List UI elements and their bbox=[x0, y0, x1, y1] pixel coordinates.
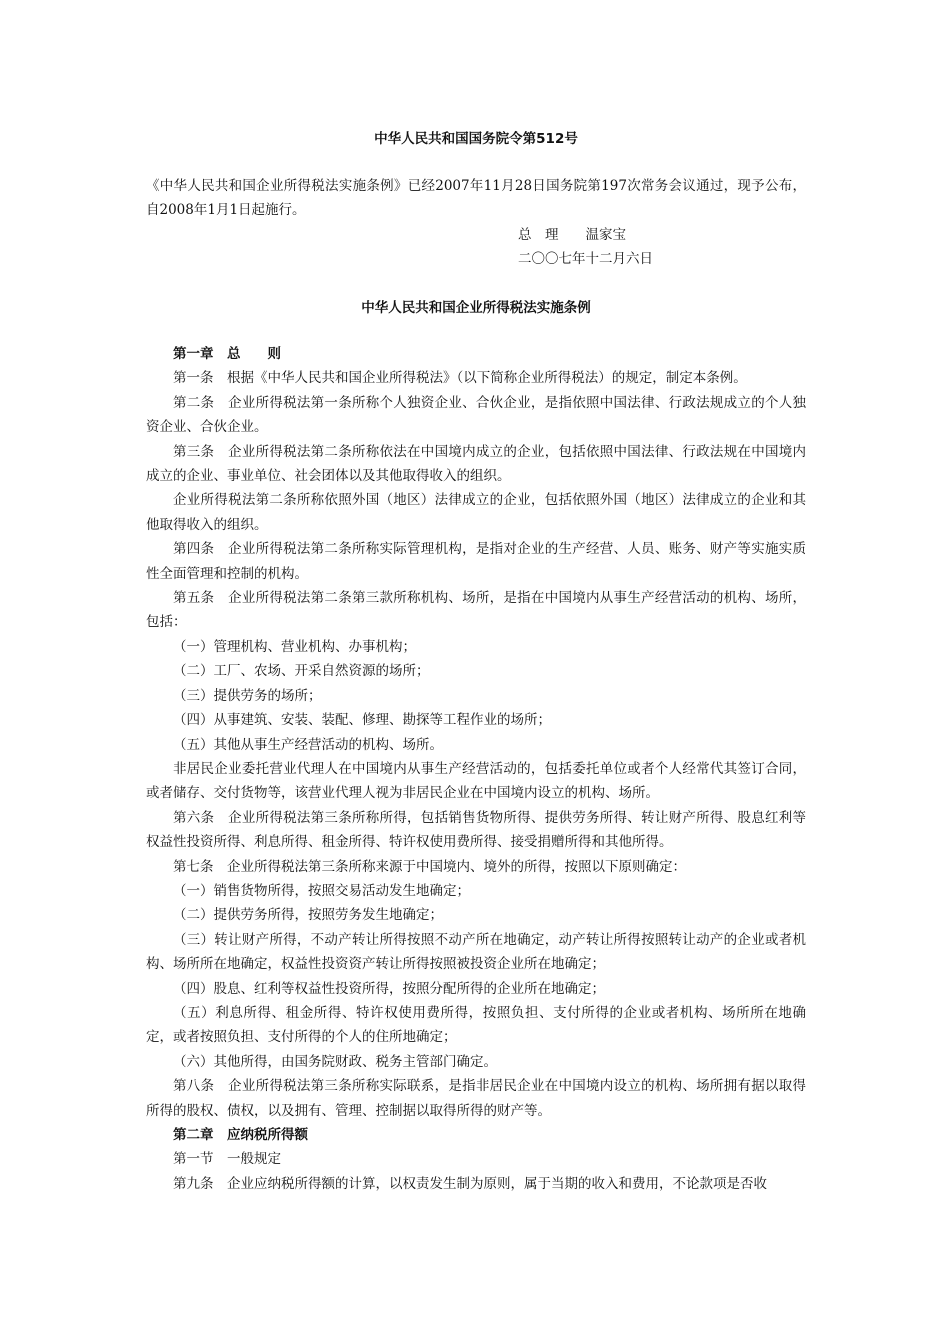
article-paragraph: 第五条 企业所得税法第二条第三款所称机构、场所，是指在中国境内从事生产经营活动的机构、场所，包括： bbox=[146, 590, 806, 631]
article-paragraph: 第九条 企业应纳税所得额的计算，以权责发生制为原则，属于当期的收入和费用，不论款项是否收 bbox=[173, 1175, 767, 1192]
section-heading: 第一节 一般规定 bbox=[173, 1151, 281, 1168]
article-paragraph: 企业所得税法第二条所称依照外国（地区）法律成立的企业，包括依照外国（地区）法律成立的企业和其他取得收入的组织。 bbox=[146, 492, 806, 533]
article-paragraph: 第四条 企业所得税法第二条所称实际管理机构，是指对企业的生产经营、人员、账务、财产等实施实质性全面管理和控制的机构。 bbox=[146, 541, 806, 582]
signature-date: 二〇〇七年十二月六日 bbox=[518, 251, 653, 267]
intro-paragraph: 《中华人民共和国企业所得税法实施条例》已经2007年11月28日国务院第197次常务会议通过，现予公布，自2008年1月1日起施行。 bbox=[146, 178, 806, 219]
list-item: （六）其他所得，由国务院财政、税务主管部门确定。 bbox=[173, 1053, 497, 1070]
order-title: 中华人民共和国国务院令第512号 bbox=[374, 131, 578, 147]
signatory: 总 理 温家宝 bbox=[518, 227, 626, 243]
list-item: （四）从事建筑、安装、装配、修理、勘探等工程作业的场所； bbox=[173, 712, 551, 729]
list-item: （二）提供劳务所得，按照劳务发生地确定； bbox=[173, 907, 443, 924]
article-paragraph: 第八条 企业所得税法第三条所称实际联系，是指非居民企业在中国境内设立的机构、场所拥有据以取得所得的股权、债权，以及拥有、管理、控制据以取得所得的财产等。 bbox=[146, 1078, 806, 1119]
list-item: （三）提供劳务的场所； bbox=[173, 687, 322, 704]
article-paragraph: 第三条 企业所得税法第二条所称依法在中国境内成立的企业，包括依照中国法律、行政法规在中国境内成立的企业、事业单位、社会团体以及其他取得收入的组织。 bbox=[146, 443, 806, 485]
list-item: （二）工厂、农场、开采自然资源的场所； bbox=[173, 663, 430, 680]
article-paragraph: 第二条 企业所得税法第一条所称个人独资企业、合伙企业，是指依照中国法律、行政法规成立的个人独资企业、合伙企业。 bbox=[146, 394, 806, 436]
chapter-heading: 第一章 总 则 bbox=[173, 346, 281, 362]
article-paragraph: 非居民企业委托营业代理人在中国境内从事生产经营活动的，包括委托单位或者个人经常代其签订合同，或者储存、交付货物等，该营业代理人视为非居民企业在中国境内设立的机构、场所。 bbox=[146, 760, 806, 802]
article-paragraph: 第七条 企业所得税法第三条所称来源于中国境内、境外的所得，按照以下原则确定： bbox=[173, 858, 686, 875]
list-item: （五）其他从事生产经营活动的机构、场所。 bbox=[173, 736, 443, 753]
regulation-title: 中华人民共和国企业所得税法实施条例 bbox=[361, 300, 591, 316]
list-item: （四）股息、红利等权益性投资所得，按照分配所得的企业所在地确定； bbox=[173, 980, 605, 997]
list-item: （三）转让财产所得，不动产转让所得按照不动产所在地确定，动产转让所得按照转让动产的企业或者机构、场所所在地确定，权益性投资资产转让所得按照被投资企业所在地确定； bbox=[146, 931, 806, 973]
list-item: （一）管理机构、营业机构、办事机构； bbox=[173, 638, 416, 655]
article-paragraph: 第六条 企业所得税法第三条所称所得，包括销售货物所得、提供劳务所得、转让财产所得、股息红利等权益性投资所得、利息所得、租金所得、特许权使用费所得、接受捐赠所得和其他所得。 bbox=[146, 809, 806, 851]
list-item: （五）利息所得、租金所得、特许权使用费所得，按照负担、支付所得的企业或者机构、场所所在地确定，或者按照负担、支付所得的个人的住所地确定； bbox=[146, 1004, 806, 1046]
chapter-heading: 第二章 应纳税所得额 bbox=[173, 1127, 308, 1143]
article-paragraph: 第一条 根据《中华人民共和国企业所得税法》（以下简称企业所得税法）的规定，制定本条例。 bbox=[173, 370, 747, 387]
list-item: （一）销售货物所得，按照交易活动发生地确定； bbox=[173, 882, 470, 899]
regulation-body bbox=[146, 342, 806, 1196]
